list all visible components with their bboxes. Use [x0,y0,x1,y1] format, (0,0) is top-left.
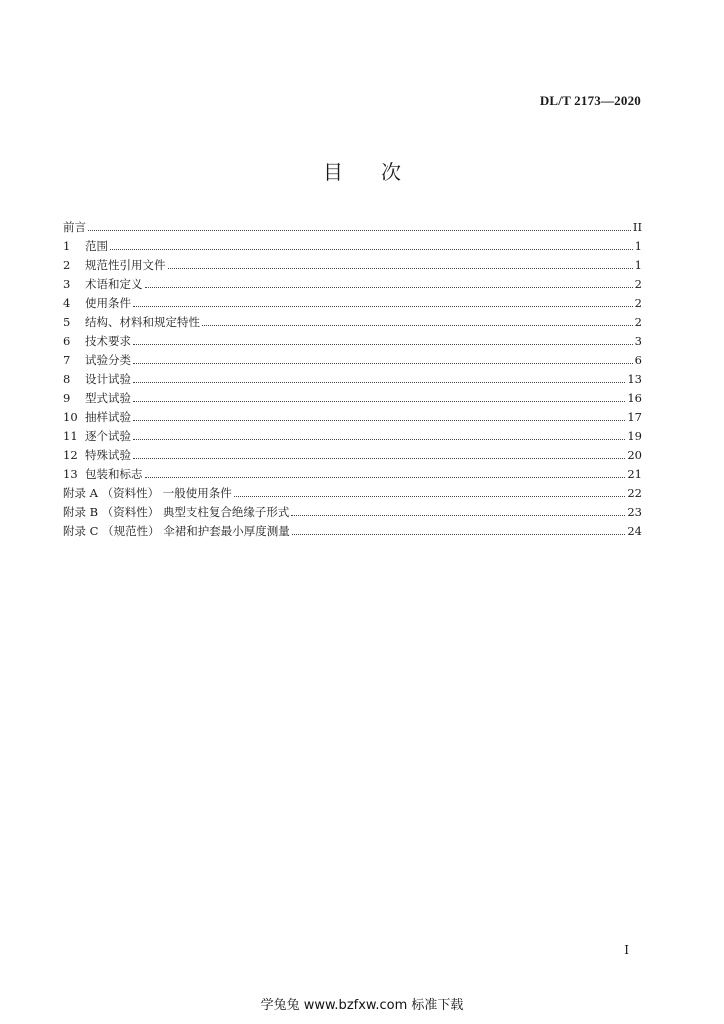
toc-entry-label: 前言 [63,220,86,234]
toc-entry-appendix-b[interactable] [63,503,642,522]
toc-entry-page: 2 [634,277,642,291]
toc-entry-page: 22 [627,486,642,500]
toc-entry-page: 16 [627,391,642,405]
standard-code: DL/T 2173—2020 [539,93,641,108]
toc-entry-label: 技术要求 [85,334,131,348]
toc-entry-8[interactable] [63,370,642,389]
toc-entry-page: 2 [634,315,642,329]
table-of-contents [63,218,642,541]
toc-entry-number: 2 [63,258,71,272]
toc-entry-page: 6 [634,353,642,367]
toc-entry-number: 10 [63,410,78,424]
toc-leader-dots [234,495,626,497]
toc-entry-page: 24 [627,524,642,538]
toc-entry-page: 17 [627,410,642,424]
toc-entry-7[interactable] [63,351,642,370]
toc-leader-dots [133,438,625,440]
toc-leader-dots [133,419,625,421]
toc-entry-4[interactable] [63,294,642,313]
toc-leader-dots [145,476,626,478]
toc-entry-number: 13 [63,467,78,481]
toc-entry-number: 6 [63,334,71,348]
toc-entry-1[interactable] [63,237,642,256]
toc-leader-dots [133,381,625,383]
toc-entry-page: 13 [627,372,642,386]
toc-entry-appendix-c[interactable] [63,522,642,541]
toc-leader-dots [292,533,626,535]
toc-entry-number: 12 [63,448,78,462]
toc-entry-3[interactable] [63,275,642,294]
toc-entry-label: 包装和标志 [85,467,143,481]
toc-entry-10[interactable] [63,408,642,427]
toc-entry-number: 5 [63,315,71,329]
watermark-text: 学兔兔 www.bzfxw.com 标准下载 [260,998,464,1013]
toc-entry-12[interactable] [63,446,642,465]
toc-leader-dots [168,267,633,269]
toc-entry-label: 逐个试验 [85,429,131,443]
toc-entry-label: 设计试验 [85,372,131,386]
toc-entry-page: 19 [627,429,642,443]
toc-entry-number: 4 [63,296,71,310]
toc-entry-page: 23 [627,505,642,519]
toc-entry-foreword[interactable] [63,218,642,237]
toc-entry-number: 1 [63,239,71,253]
toc-entry-page: 3 [634,334,642,348]
toc-entry-page: 21 [627,467,642,481]
toc-entry-label: 附录 C （规范性） 伞裙和护套最小厚度测量 [63,524,290,538]
toc-entry-number: 8 [63,372,71,386]
toc-entry-label: 抽样试验 [85,410,131,424]
toc-entry-13[interactable] [63,465,642,484]
toc-entry-2[interactable] [63,256,642,275]
toc-entry-page: 2 [634,296,642,310]
toc-leader-dots [202,324,633,326]
toc-entry-page: II [632,220,642,234]
toc-entry-page: 1 [634,258,642,272]
toc-entry-number: 7 [63,353,71,367]
title-char-1: 目 [323,160,343,184]
toc-leader-dots [133,400,625,402]
page-number: I [624,943,629,957]
toc-leader-dots [133,343,633,345]
toc-entry-label: 附录 B （资料性） 典型支柱复合绝缘子形式 [63,505,290,519]
toc-entry-11[interactable] [63,427,642,446]
toc-entry-label: 使用条件 [85,296,131,310]
toc-entry-label: 术语和定义 [85,277,143,291]
toc-entry-number: 3 [63,277,71,291]
toc-entry-number: 9 [63,391,71,405]
toc-leader-dots [110,248,633,250]
toc-leader-dots [133,305,633,307]
toc-entry-page: 20 [627,448,642,462]
toc-entry-label: 规范性引用文件 [85,258,166,272]
title-char-2: 次 [381,160,401,184]
toc-entry-label: 特殊试验 [85,448,131,462]
toc-entry-label: 附录 A （资料性） 一般使用条件 [63,486,232,500]
toc-entry-page: 1 [634,239,642,253]
toc-entry-label: 型式试验 [85,391,131,405]
toc-entry-6[interactable] [63,332,642,351]
toc-entry-appendix-a[interactable] [63,484,642,503]
toc-leader-dots [291,514,625,516]
toc-entry-label: 结构、材料和规定特性 [85,315,200,329]
toc-entry-label: 试验分类 [85,353,131,367]
toc-leader-dots [145,286,633,288]
toc-leader-dots [133,362,633,364]
toc-entry-number: 11 [63,429,78,443]
toc-leader-dots [133,457,625,459]
page-title [0,156,724,185]
toc-leader-dots [88,229,631,231]
toc-entry-label: 范围 [85,239,108,253]
toc-entry-5[interactable] [63,313,642,332]
toc-entry-9[interactable] [63,389,642,408]
